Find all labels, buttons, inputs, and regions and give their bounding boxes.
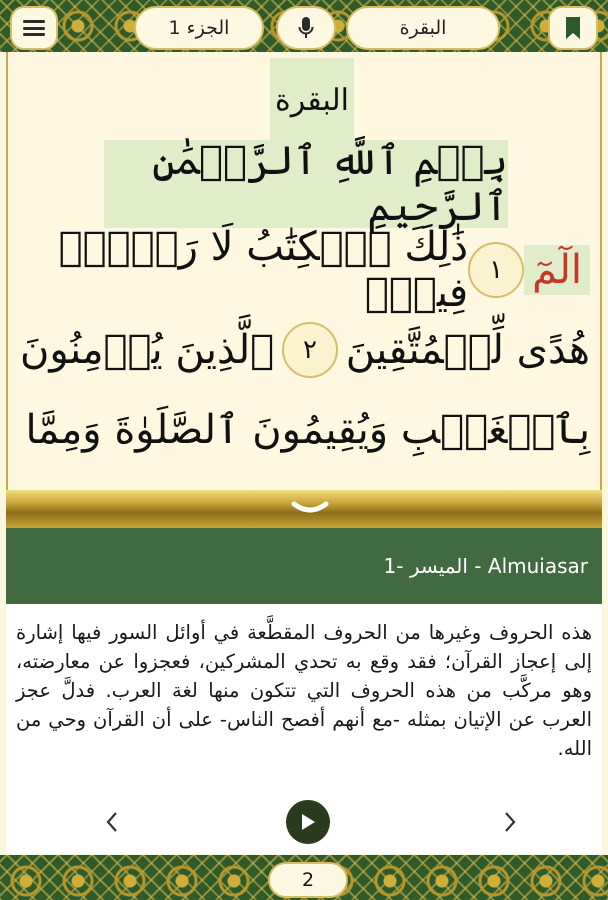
verse-line bbox=[20, 310, 590, 390]
verse-prefix-alm[interactable]: الٓمٓ bbox=[524, 245, 590, 295]
tafsir-panel bbox=[6, 604, 602, 854]
verse-text[interactable]: بِٱلۡغَيۡبِ وَيُقِيمُونَ ٱلصَّلَوٰةَ وَمِمَّا bbox=[25, 407, 590, 453]
verse-text[interactable]: هُدًى لِّلۡمُتَّقِينَ bbox=[345, 327, 590, 373]
microphone-icon bbox=[298, 16, 314, 40]
next-tafsir-button[interactable] bbox=[496, 808, 524, 836]
bookmark-button[interactable] bbox=[548, 6, 598, 50]
menu-button[interactable] bbox=[10, 6, 58, 50]
bookmark-icon bbox=[566, 17, 580, 39]
ayah-marker-1[interactable]: ١ bbox=[468, 242, 524, 298]
tafsir-header[interactable] bbox=[6, 528, 602, 604]
chevron-left-icon bbox=[105, 811, 119, 833]
quran-page[interactable] bbox=[6, 52, 602, 496]
surah-selector[interactable] bbox=[346, 6, 500, 50]
voice-search-button[interactable] bbox=[276, 6, 336, 50]
tafsir-text: هذه الحروف وغيرها من الحروف المقطَّعة في أوائل السور فيها إشارة إلى إعجاز القرآن؛ فقد وقع به تحدي المشركين، فعجزوا عن معارضته، وهو مركَّب من هذه الحروف التي تتكون منها لغة العرب. فدلَّ عجز العرب عن الإتيان بمثله -مع أنهم أفصح الناس- على أن القرآن وحي من الله. bbox=[16, 621, 592, 760]
tafsir-title: 1- الميسر - Almuiasar bbox=[383, 554, 588, 578]
juz-selector[interactable] bbox=[134, 6, 264, 50]
verse-line bbox=[20, 224, 590, 316]
chevron-down-icon[interactable] bbox=[290, 500, 330, 516]
surah-title: البقرة bbox=[270, 58, 354, 142]
basmala[interactable]: بِسۡمِ ٱللَّهِ ٱلرَّحۡمَٰنِ ٱلرَّحِيمِ bbox=[104, 140, 508, 228]
juz-label: الجزء 1 bbox=[168, 17, 230, 39]
page-number-label: 2 bbox=[301, 869, 315, 891]
play-button[interactable] bbox=[286, 800, 330, 844]
verse-text[interactable]: ٱلَّذِينَ يُؤۡمِنُونَ bbox=[20, 327, 275, 373]
chevron-right-icon bbox=[503, 811, 517, 833]
surah-name: البقرة bbox=[399, 17, 447, 39]
previous-tafsir-button[interactable] bbox=[98, 808, 126, 836]
verse-line bbox=[20, 390, 590, 470]
page-number[interactable] bbox=[268, 862, 348, 898]
tafsir-collapse-bar[interactable] bbox=[6, 490, 602, 528]
verse-text[interactable]: ذَٰلِكَ ٱلۡكِتَٰبُ لَا رَيۡبَۛ فِيهِۛ bbox=[58, 224, 469, 316]
hamburger-menu-icon bbox=[23, 20, 45, 36]
play-icon bbox=[300, 813, 316, 831]
ayah-marker-2[interactable]: ٢ bbox=[282, 322, 338, 378]
